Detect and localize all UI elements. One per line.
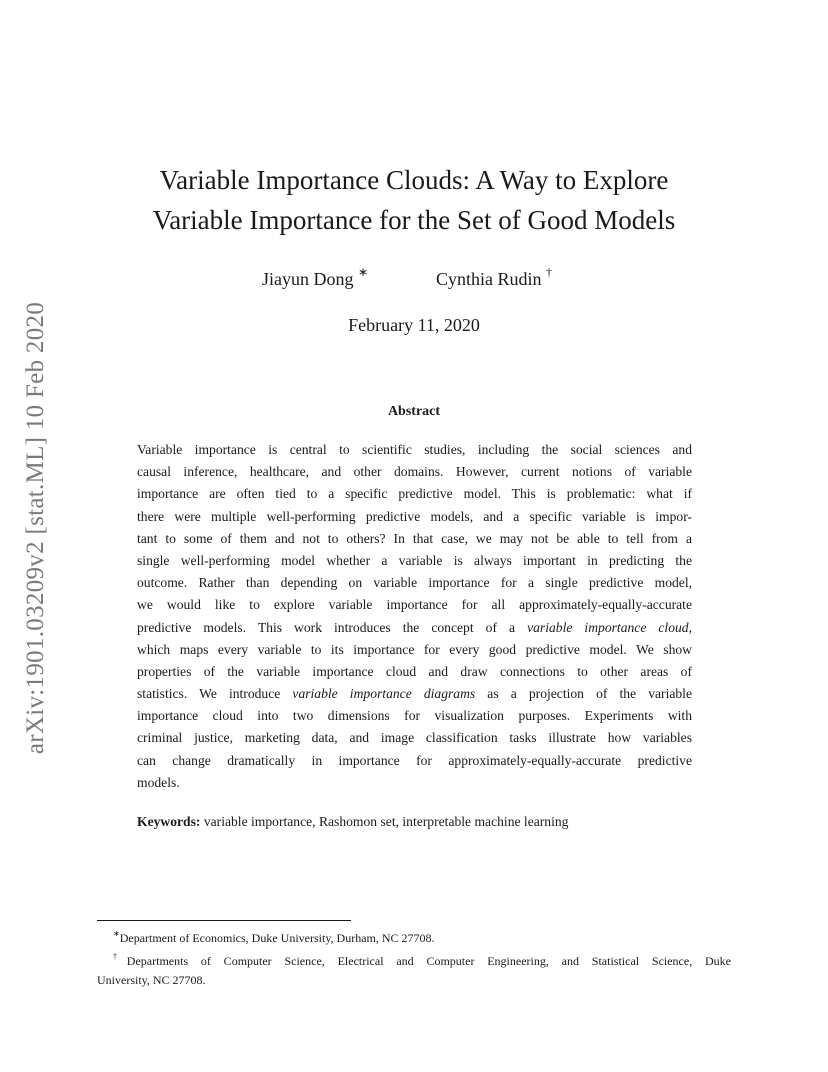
abstract-line: predictive models. This work introduces the concept of a variable importance cloud, bbox=[137, 619, 692, 635]
abstract-line: statistics. We introduce variable importance diagrams as a projection of the variable bbox=[137, 686, 692, 702]
author-footnote-mark: † bbox=[546, 265, 553, 279]
abstract-line: can change dramatically in importance for approximately-equally-accurate predictive bbox=[137, 752, 692, 768]
title-line-1: Variable Importance Clouds: A Way to Explore bbox=[159, 165, 669, 195]
paper-title bbox=[100, 160, 728, 240]
abstract-body bbox=[137, 439, 692, 794]
footnotes bbox=[97, 925, 731, 990]
abstract-line: single well-performing model whether a variable is always important in predicting the bbox=[137, 552, 692, 568]
publication-date: February 11, 2020 bbox=[348, 315, 480, 335]
author-jiayun-dong: Jiayun Dong ∗ bbox=[262, 265, 369, 289]
abstract-line: importance are often tied to a specific predictive model. This is problematic: what if bbox=[137, 486, 692, 502]
term-variable-importance-cloud: variable importance cloud, bbox=[527, 619, 692, 635]
footnote-divider bbox=[97, 920, 351, 921]
term-variable-importance-diagrams: variable importance diagrams bbox=[292, 686, 476, 702]
keywords-label: Keywords: bbox=[137, 814, 201, 829]
footnote-2: †Departments of Computer Science, Electrical and Computer Engineering, and Statistical Science, Duke University, NC 27708. bbox=[97, 952, 731, 987]
abstract-line: causal inference, healthcare, and other domains. However, current notions of variable bbox=[137, 464, 692, 480]
abstract-line: properties of the variable importance cloud and draw connections to other areas of bbox=[137, 663, 692, 679]
abstract-line: there were multiple well-performing predictive models, and a specific variable is impor- bbox=[137, 508, 692, 524]
author-cynthia-rudin: Cynthia Rudin † bbox=[436, 265, 553, 289]
abstract-line: outcome. Rather than depending on variable importance for a single predictive model, bbox=[137, 575, 692, 591]
abstract-line: criminal justice, marketing data, and image classification tasks illustrate how variables bbox=[137, 730, 692, 746]
title-line-2: Variable Importance for the Set of Good Models bbox=[152, 205, 676, 235]
abstract-line: we would like to explore variable importance for all approximately-equally-accurate bbox=[137, 597, 692, 613]
abstract-line: importance cloud into two dimensions for visualization purposes. Experiments with bbox=[137, 708, 692, 724]
arxiv-identifier-stamp: arXiv:1901.03209v2 [stat.ML] 10 Feb 2020 bbox=[22, 301, 49, 755]
abstract-heading: Abstract bbox=[387, 404, 441, 419]
abstract-line: Variable importance is central to scientific studies, including the social sciences and bbox=[137, 442, 692, 457]
keywords bbox=[137, 814, 568, 830]
abstract-line: tant to some of them and not to others? In that case, we may not be able to tell from a bbox=[137, 530, 692, 546]
author-footnote-mark: ∗ bbox=[358, 265, 369, 279]
footnote-1: ∗Department of Economics, Duke University, Durham, NC 27708. bbox=[113, 929, 435, 945]
abstract-line: which maps every variable to its importance for every good predictive model. We show bbox=[137, 641, 692, 657]
abstract-line: models. bbox=[137, 774, 180, 790]
keywords-text: variable importance, Rashomon set, interpretable machine learning bbox=[200, 814, 569, 829]
